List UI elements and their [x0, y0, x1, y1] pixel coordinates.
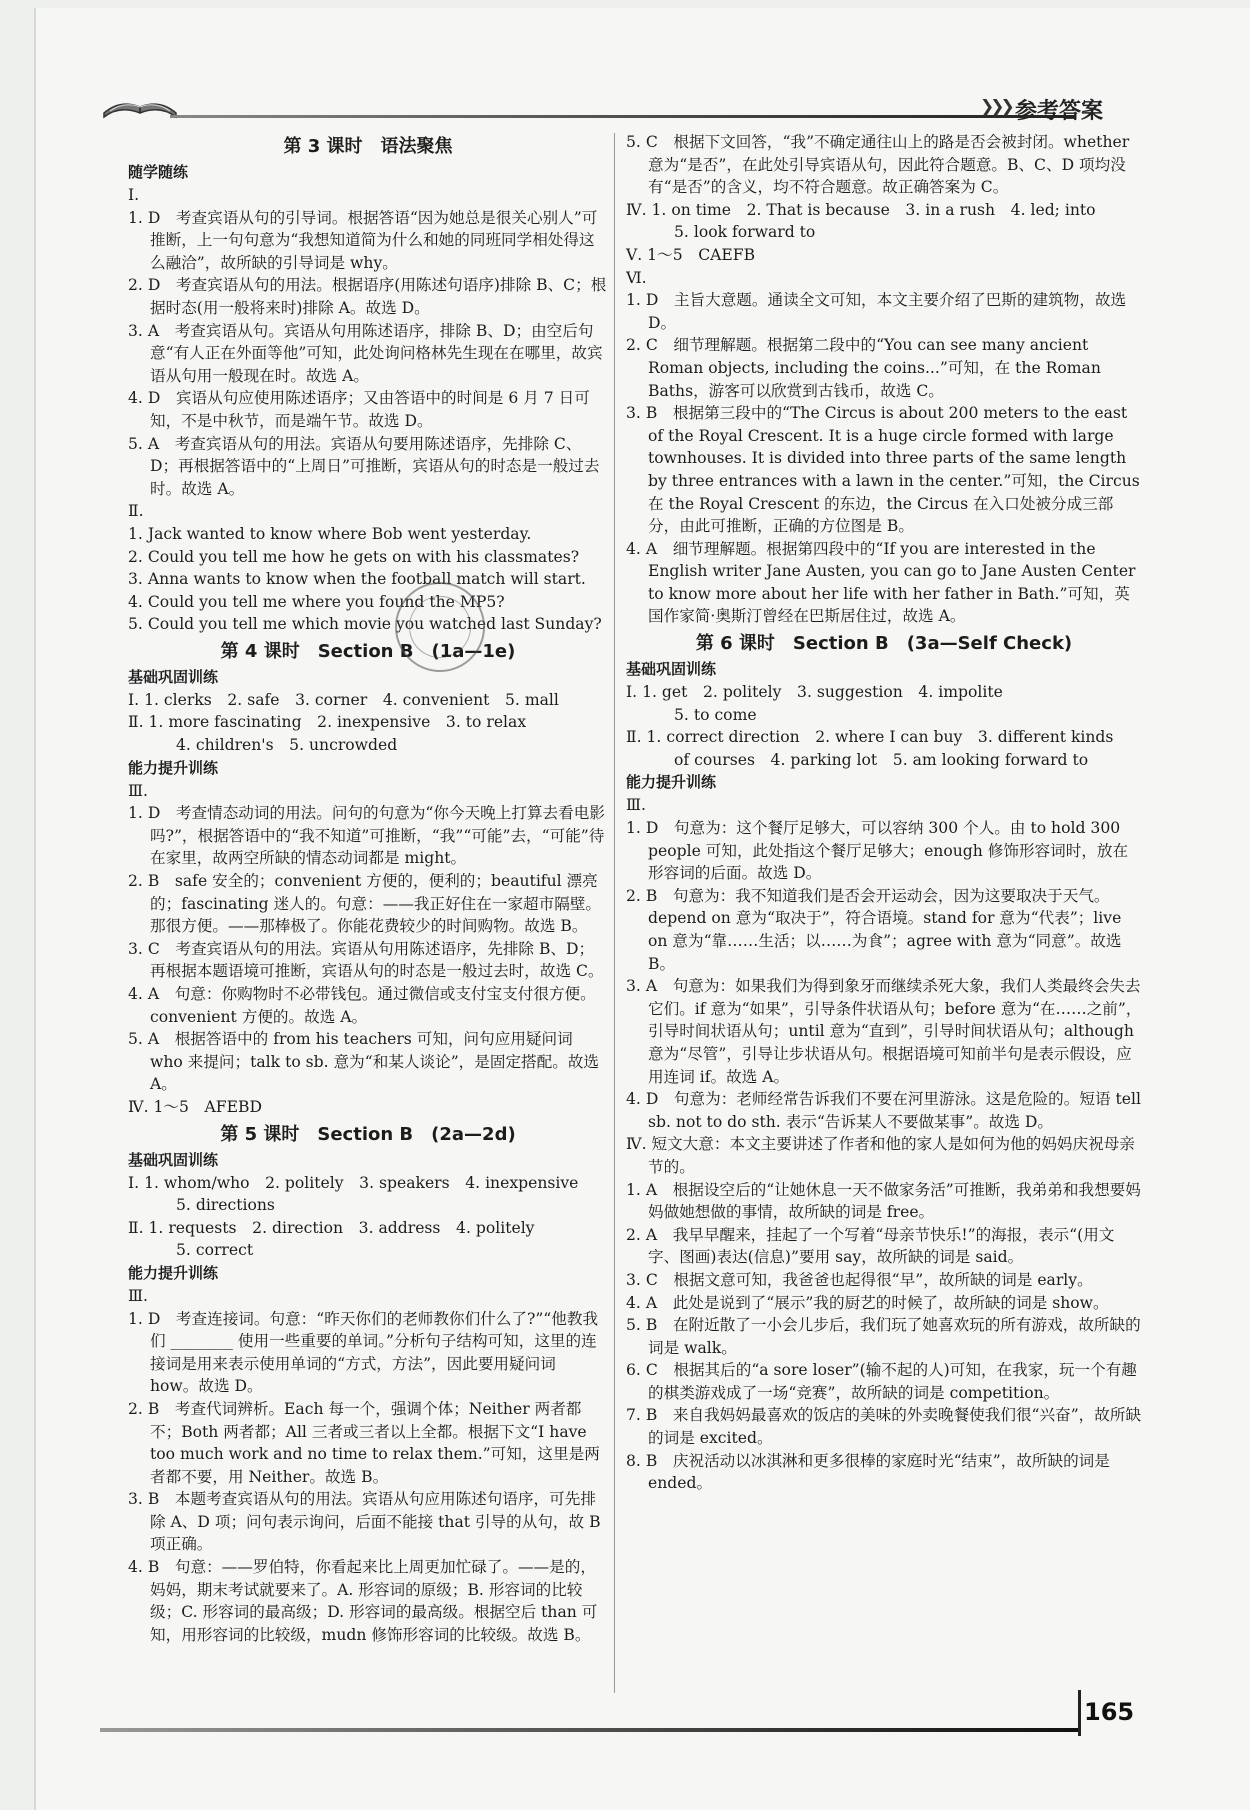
- column-divider: [614, 133, 615, 1693]
- answer-line: Ⅲ.: [128, 1286, 148, 1305]
- answer-item: Ⅳ. 短文大意：本文主要讲述了作者和他的家人是如何为他的妈妈庆祝母亲节的。: [626, 1135, 1135, 1176]
- right-column: [626, 131, 1142, 1495]
- answer-item: 2. C 细节理解题。根据第二段中的“You can see many ancient Roman objects, including the coins...”可知，在 the Roman Baths，游客可以欣赏到古钱币，故选 C。: [626, 336, 1101, 400]
- answer-item: 4. B 句意：——罗伯特，你看起来比上周更加忙碌了。——是的，妈妈，期末考试就要来了。A. 形容词的原级；B. 形容词的比较级；C. 形容词的最高级；D. 形容词的最高级。根据空后 than 可知，用形容词的比较级，mudn 修饰形容词的比较级。故选 B。: [128, 1558, 598, 1644]
- answer-item: 2. D 考查宾语从句的用法。根据语序(用陈述句语序)排除 B、C；根据时态(用一般将来时)排除 A。故选 D。: [128, 276, 607, 317]
- answer-item: 1. D 句意为：这个餐厅足够大，可以容纳 300 个人。由 to hold 300 people 可知，此处指这个餐厅足够大；enough 修饰形容词时，放在形容词的后面。故选 D。: [626, 819, 1129, 883]
- section-subheading: 基础巩固训练: [128, 1150, 219, 1169]
- answer-continuation: 5. correct: [176, 1241, 254, 1260]
- answer-item: 4. D 句意为：老师经常告诉我们不要在河里游泳。这是危险的。短语 tell sb. not to do sth. 表示“告诉某人不要做某事”。故选 D。: [626, 1090, 1141, 1131]
- footer-rule: [100, 1728, 1080, 1732]
- answer-item: 6. C 根据其后的“a sore loser”(输不起的人)可知，在我家，玩一个有趣的棋类游戏成了一场“竞赛”，故所缺的词是 competition。: [626, 1361, 1137, 1402]
- answer-line: Ⅱ.: [128, 502, 144, 521]
- section-subheading: 基础巩固训练: [128, 667, 219, 686]
- answer-line: Ⅳ. 1～5 AFEBD: [128, 1097, 262, 1116]
- answer-item: 1. A 根据设空后的“让她休息一天不做家务活”可推断，我弟弟和我想要妈妈做她想做的事情，故所缺的词是 free。: [626, 1180, 1141, 1222]
- answer-item: 4. D 宾语从句应使用陈述语序；又由答语中的时间是 6 月 7 日可知，不是中秋节，而是端午节。故选 D。: [128, 389, 590, 430]
- answer-line: Ⅵ.: [626, 268, 647, 287]
- answer-item: 2. B 考查代词辨析。Each 每一个，强调个体；Neither 两者都不；Both 两者都；All 三者或三者以上全都。根据下文“I have too much work and no time to relax them.”可知，这里是两者都不要，用 Neither。故选 B。: [128, 1399, 600, 1486]
- answer-item: 2. B 句意为：我不知道我们是否会开运动会，因为这要取决于天气。depend on 意为“取决于”，符合语境。stand for 意为“代表”；live on 意为“靠……生活；以……为食”；agree with 意为“同意”。故选 B。: [626, 886, 1122, 973]
- answer-line: Ⅱ. 1. more fascinating 2. inexpensive 3. to relax: [128, 713, 527, 732]
- page-header: [100, 95, 1140, 124]
- answer-item: 4. A 句意：你购物时不必带钱包。通过微信或支付宝支付很方便。convenient 方便的。故选 A。: [128, 985, 596, 1026]
- lesson-title: 第 3 课时 语法聚焦: [283, 136, 453, 157]
- answer-line: Ⅰ. 1. clerks 2. safe 3. corner 4. convenient 5. mall: [128, 690, 559, 709]
- section-subheading: 能力提升训练: [128, 1263, 219, 1282]
- answer-item: 1. D 考查情态动词的用法。问句的句意为“你今天晚上打算去看电影吗?”，根据答语中的“我不知道”可推断，“我”“可能”去，“可能”待在家里，故两空所缺的情态动词都是 might。: [128, 804, 605, 868]
- answer-line: Ⅱ. 1. requests 2. direction 3. address 4. politely: [128, 1218, 535, 1237]
- answer-item: 4. A 细节理解题。根据第四段中的“If you are interested in the English writer Jane Austen, you can go to Jane Austen Center to know more about her life with her father in Bath.”可知，英国作家简·奥斯汀曾经在巴斯居住过，故选 A。: [626, 539, 1136, 626]
- answer-item: 5. A 考查宾语从句的用法。宾语从句要用陈述语序，先排除 C、D；再根据答语中的“上周日”可推断，宾语从句的时态是一般过去时。故选 A。: [128, 434, 600, 498]
- answer-item: 2. B safe 安全的；convenient 方便的，便利的；beautiful 漂亮的；fascinating 迷人的。句意：——我正好住在一家超市隔壁。那很方便。——那棒极了。你能花费较少的时间购物。故选 B。: [128, 872, 602, 936]
- answer-item: 3. A 考查宾语从句。宾语从句用陈述语序，排除 B、D；由空后句意“有人正在外面等他”可知，此处询问格林先生现在在哪里，故宾语从句用一般现在时。故选 A。: [128, 321, 603, 385]
- answer-line: Ⅰ. 1. get 2. politely 3. suggestion 4. impolite: [626, 683, 1003, 702]
- answer-item: 3. B 根据第三段中的“The Circus is about 200 meters to the east of the Royal Crescent. It is a huge circle formed with large townhouses. It is divided into three parts of the same length by three entrances with a lawn in the center.”可知，the Circus 在 the Royal Crescent 的东边，the Circus 在入口处被分成三部分，由此可推断，正确的方位图是 B。: [626, 404, 1140, 536]
- lesson-title: 第 5 课时 Section B (2a—2d): [220, 1123, 516, 1145]
- lesson-title: 第 4 课时 Section B (1a—1e): [220, 640, 516, 662]
- answer-line: 3. Anna wants to know when the football match will start.: [128, 570, 586, 589]
- answer-line: Ⅱ. 1. correct direction 2. where I can buy 3. different kinds: [626, 728, 1114, 747]
- answer-line: Ⅲ.: [626, 796, 646, 815]
- footer-tick: [1078, 1690, 1081, 1736]
- lesson-title: 第 6 课时 Section B (3a—Self Check): [695, 633, 1073, 655]
- answer-item: 3. B 本题考查宾语从句的用法。宾语从句应用陈述句语序，可先排除 A、D 项；问句表示询问，后面不能接 that 引导的从句，故 B 项正确。: [128, 1490, 601, 1554]
- answer-line: Ⅲ.: [128, 781, 148, 800]
- answer-item: 2. A 我早早醒来，挂起了一个写着“母亲节快乐!”的海报，表示“(用文字、图画)表达(信息)”要用 say，故所缺的词是 said。: [626, 1225, 1115, 1267]
- answer-item: 5. A 根据答语中的 from his teachers 可知，问句应用疑问词 who 来提问；talk to sb. 意为“和某人谈论”，是固定搭配。故选 A。: [128, 1030, 600, 1094]
- answer-item: 1. D 主旨大意题。通读全文可知，本文主要介绍了巴斯的建筑物，故选 D。: [626, 291, 1127, 332]
- answer-continuation: 5. look forward to: [674, 223, 816, 242]
- chevrons-icon: ❯❯❯: [980, 97, 1011, 117]
- answer-continuation: 5. directions: [176, 1196, 275, 1215]
- page-number: 165: [1084, 1698, 1135, 1726]
- answer-line: Ⅰ.: [128, 186, 140, 204]
- answer-line: Ⅰ. 1. whom/who 2. politely 3. speakers 4. inexpensive: [128, 1173, 579, 1192]
- answer-item: 3. C 根据文意可知，我爸爸也起得很“早”，故所缺的词是 early。: [626, 1270, 1093, 1289]
- answer-item: 5. C 根据下文回答，“我”不确定通往山上的路是否会被封闭。whether 意为“是否”，在此处引导宾语从句，因此符合题意。B、C、D 项均没有“是否”的含义，均不符合题意。故正确答案为 C。: [626, 133, 1130, 197]
- answer-item: 1. D 考查连接词。句意：“昨天你们的老师教你们什么了?”“他教我们 ________ 使用一些重要的单词。”分析句子结构可知，这里的连接词是用来表示使用单词的“方式，方法”，因此要用疑问词 how。故选 D。: [128, 1309, 599, 1396]
- open-book-icon: [100, 89, 180, 123]
- answer-item: 1. D 考查宾语从句的引导词。根据答语“因为她总是很关心别人”可推断，上一句句意为“我想知道简为什么和她的同班同学相处得这么融洽”，故所缺的引导词是 why。: [128, 208, 598, 272]
- answer-item: 3. A 句意为：如果我们为得到象牙而继续杀死大象，我们人类最终会失去它们。if 意为“如果”，引导条件状语从句；before 意为“在……之前”，引导时间状语从句；until 意为“直到”，引导时间状语从句；although 意为“尽管”，引导让步状语从句。根据语境可知前半句是表示假设，应用连词 if。故选 A。: [626, 977, 1142, 1086]
- left-column: [128, 131, 608, 1646]
- section-subheading: 能力提升训练: [128, 758, 219, 777]
- answer-item: 8. B 庆祝活动以冰淇淋和更多很棒的家庭时光“结束”，故所缺的词是 ended。: [626, 1451, 1110, 1493]
- answer-line: Ⅳ. 1. on time 2. That is because 3. in a rush 4. led; into: [626, 200, 1096, 219]
- answer-item: 5. B 在附近散了一小会儿步后，我们玩了她喜欢玩的所有游戏，故所缺的词是 walk。: [626, 1316, 1141, 1357]
- header-rule: [170, 115, 1075, 118]
- section-subheading: 能力提升训练: [626, 773, 717, 792]
- answer-line: 4. Could you tell me where you found the MP5?: [128, 592, 505, 611]
- answer-line: 2. Could you tell me how he gets on with his classmates?: [128, 547, 580, 566]
- answer-continuation: 4. children's 5. uncrowded: [176, 736, 398, 755]
- section-subheading: 随学随练: [128, 163, 189, 181]
- answer-continuation: 5. to come: [674, 705, 757, 724]
- answer-line: 5. Could you tell me which movie you watched last Sunday?: [128, 615, 602, 634]
- answer-item: 7. B 来自我妈妈最喜欢的饭店的美味的外卖晚餐使我们很“兴奋”，故所缺的词是 excited。: [626, 1406, 1142, 1448]
- answer-item: 3. C 考查宾语从句的用法。宾语从句用陈述语序，先排除 B、D；再根据本题语境可推断，宾语从句的时态是一般过去时，故选 C。: [128, 939, 604, 981]
- header-title: 参考答案: [1015, 99, 1104, 124]
- section-subheading: 基础巩固训练: [626, 660, 717, 679]
- answer-line: Ⅴ. 1～5 CAEFB: [626, 245, 756, 264]
- answer-continuation: of courses 4. parking lot 5. am looking forward to: [674, 750, 1089, 769]
- answer-line: 1. Jack wanted to know where Bob went yesterday.: [128, 524, 532, 543]
- answer-item: 4. A 此处是说到了“展示”我的厨艺的时候了，故所缺的词是 show。: [626, 1293, 1109, 1312]
